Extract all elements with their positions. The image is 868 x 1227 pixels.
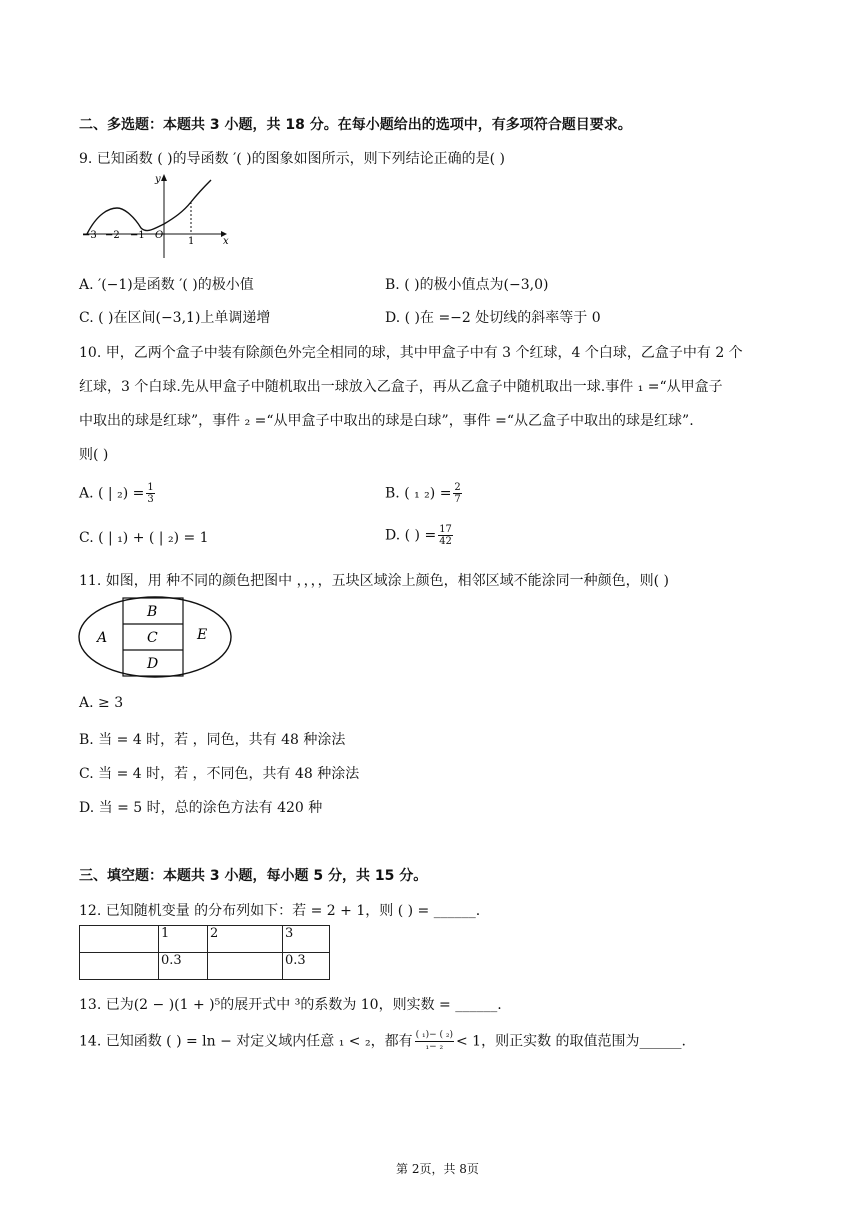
derivative-curve (87, 180, 211, 234)
section-heading-fill-in: 三、填空题：本题共 3 小题，每小题 5 分，共 15 分。 (79, 868, 428, 884)
question-11-option-a: A. ≥ 3 (79, 695, 124, 711)
question-11-region-figure (77, 594, 235, 680)
question-12-stem: 12. 已知随机变量 的分布列如下：若 = 2 + 1，则 ( ) = ______. (79, 903, 481, 919)
question-10-option-a: A. ( | ₂) = $\frac{1}{3}$ (79, 482, 154, 505)
y-axis-arrow (161, 174, 167, 181)
region-label-e: E (197, 627, 208, 643)
distribution-table (79, 925, 330, 980)
page-footer: 第 2页，共 8页 (396, 1162, 479, 1176)
table-row (80, 953, 330, 980)
region-label-a: A (97, 630, 108, 646)
tick-label: −3 (82, 230, 97, 241)
table-cell: 0.3 (283, 953, 330, 980)
table-cell (80, 926, 159, 953)
question-10-line: 则( ) (79, 447, 109, 463)
question-14-stem: 14. 已知函数 ( ) = ln − 对定义域内任意 ₁ < ₂，都有 $\frac{\text{( ₁)− ( ₂)}}{\text{₁− ₂}}$ < 1，则正实数 的取值范围为______. (79, 1030, 686, 1052)
question-9-option-d: D. ( )在 =−2 处切线的斜率等于 0 (385, 310, 601, 326)
question-10-line: 红球，3 个白球.先从甲盒子中随机取出一球放入乙盒子，再从乙盒子中随机取出一球.事件 ₁ =“从甲盒子 (79, 379, 723, 395)
table-cell (208, 953, 283, 980)
question-9-option-b: B. ( )的极小值点为(−3,0) (385, 277, 549, 293)
table-row (80, 926, 330, 953)
question-11-option-c: C. 当 = 4 时，若 ，不同色，共有 48 种涂法 (79, 766, 360, 782)
question-10-line: 10. 甲，乙两个盒子中装有除颜色外完全相同的球，其中甲盒子中有 3 个红球，4 个白球，乙盒子中有 2 个 (79, 345, 743, 361)
question-11-option-b: B. 当 = 4 时，若 ，同色，共有 48 种涂法 (79, 732, 346, 748)
question-10-option-b: B. ( ₁ ₂) = $\frac{2}{7}$ (385, 482, 461, 505)
y-label: y (155, 174, 161, 185)
question-9-option-c: C. ( )在区间(−3,1)上单调递增 (79, 310, 271, 326)
question-10-option-c: C. ( | ₁) + ( | ₂) = 1 (79, 530, 209, 546)
table-cell (80, 953, 159, 980)
question-10-option-d: D. ( ) = $\frac{17}{42}$ (385, 524, 452, 547)
origin-label: O (155, 230, 164, 241)
question-9-option-a: A. ′(−1)是函数 ′( )的极小值 (79, 277, 254, 293)
question-9-stem: 9. 已知函数 ( )的导函数 ′( )的图象如图所示，则下列结论正确的是( ) (79, 151, 506, 167)
x-label: x (223, 236, 229, 247)
table-cell: 0.3 (159, 953, 208, 980)
question-13-stem: 13. 已为(2 − )(1 + )⁵的展开式中 ³的系数为 10，则实数 = ______. (79, 997, 502, 1013)
tick-label: −2 (105, 230, 120, 241)
table-cell: 3 (283, 926, 330, 953)
table-cell: 1 (159, 926, 208, 953)
question-11-stem: 11. 如图，用 种不同的颜色把图中 ，，，，五块区域涂上颜色，相邻区域不能涂同一种颜色，则( ) (79, 573, 669, 589)
region-label-c: C (147, 630, 158, 646)
region-label-d: D (147, 656, 159, 672)
question-11-option-d: D. 当 = 5 时，总的涂色方法有 420 种 (79, 800, 323, 816)
tick-label: −1 (130, 230, 145, 241)
question-10-line: 中取出的球是红球”，事件 ₂ =“从甲盒子中取出的球是白球”，事件 =“从乙盒子中取出的球是红球”. (79, 413, 694, 429)
region-label-b: B (147, 604, 158, 620)
tick-label: 1 (188, 236, 195, 247)
section-heading-multiple-choice: 二、多选题：本题共 3 小题，共 18 分。在每小题给出的选项中，有多项符合题目要求。 (79, 117, 632, 133)
table-cell: 2 (208, 926, 283, 953)
question-9-derivative-graph (79, 172, 229, 262)
